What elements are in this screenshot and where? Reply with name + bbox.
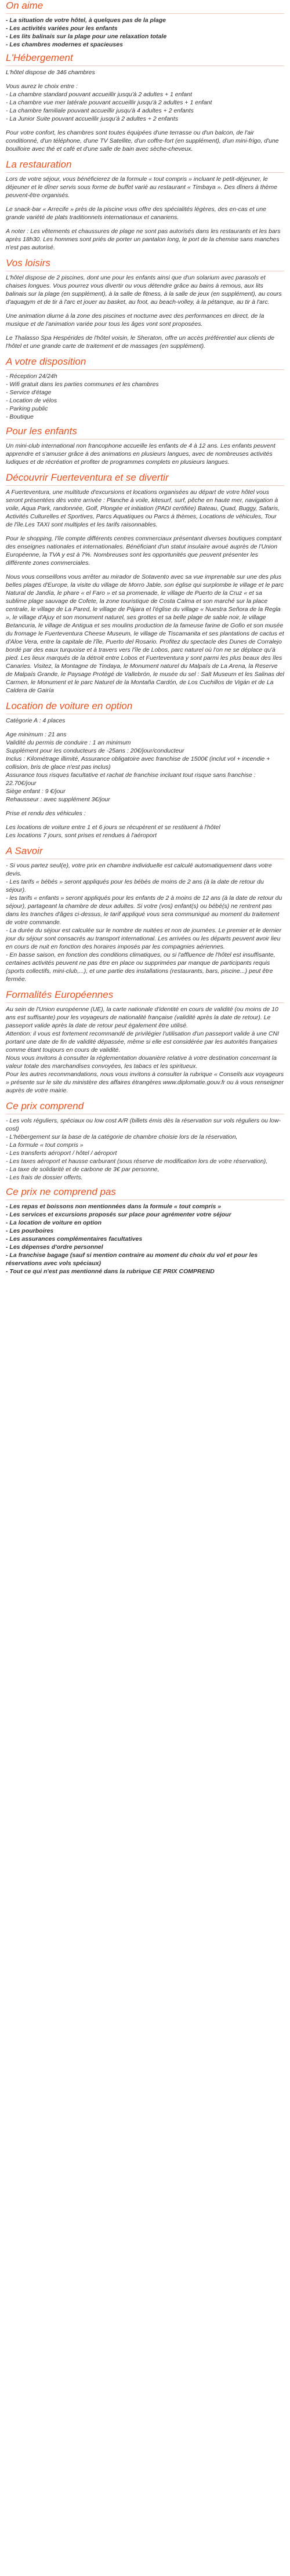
- list-item: - La situation de votre hôtel, à quelques pas de la plage: [6, 17, 166, 24]
- list-item: - Les pourboires: [6, 1227, 54, 1234]
- paragraph: Prise et rendu des véhicules :: [6, 810, 86, 817]
- paragraph: Les locations de voiture entre 1 et 6 jours se récupèrent et se restituent à l'hôtel Les locations 7 jours, sont prises et rendues à l'aéroport: [6, 824, 220, 839]
- section-title: A Savoir: [6, 845, 284, 859]
- section-title: Pour les enfants: [6, 426, 284, 439]
- list-item: - Les chambres modernes et spacieuses: [6, 41, 123, 48]
- list-item: - Les vols réguliers, spéciaux ou low cost A/R (billets émis dès la réservation sur vols réguliers ou low-cost): [6, 1117, 281, 1132]
- list-item: - Les repas et boissons non mentionnées dans la formule « tout compris »: [6, 1203, 222, 1210]
- paragraph: Lors de votre séjour, vous bénéficierez de la formule « tout compris » incluant le petit-déjeuner, le déjeuner et le dîner servis sous forme de buffet varié au restaurant « Timbaya ». Des dîners à thème peuvent-être organisés.: [6, 176, 277, 199]
- section-title: Ce prix ne comprend pas: [6, 1186, 284, 1200]
- list-item: - L'hébergement sur la base de la catégorie de chambre choisie lors de la réservation,: [6, 1133, 238, 1140]
- paragraph: - Si vous partez seul(e), votre prix en chambre individuelle est calculé automatiquement dans votre devis. - Les tarifs « bébés » seront appliqués pour les bébés de moins de 2 ans (à la date de retour du séjour). - les tarifs « enfants » seront appliqués pour les enfants de 2 à moins de 12 ans (à la date de retour du séjour), partageant la chambre de deux adultes. Si votre (vos) enfant(s) ou bébé(s) ne rentrent pas dans les tranches d'âges ci-dessus, le tarif appliqué vous sera communiqué au moment du traitement de votre commande. - La durée du séjour est calculée sur le nombre de nuitées et non de journées. Le premier et le dernier jour du séjour sont consacrés au transport international. Les arrivées ou les départs peuvent avoir lieu en cours de nuit en fonction des horaires imposés par les compagnies aériennes. - En basse saison, en fonction des conditions climatiques, ou si l'affluence de l'hôtel est insuffisante, certaines activités peuvent ne pas être en place ou supprimées par manque de participants requis (sports collectifs, mini-club,...), et une partie des installations (restaurants, bars, piscine...) peut être fermée.: [6, 862, 282, 983]
- paragraph: Catégorie A : 4 places: [6, 717, 66, 724]
- paragraph: Le Thalasso Spa Hespérides de l'hôtel voisin, le Sheraton, offre un accès préférentiel aux clients de l'hôtel et une grande carte de traitement et de massages (en supplément).: [6, 335, 275, 350]
- list-item: - Les frais de dossier offerts.: [6, 1174, 83, 1181]
- paragraph: Vous aurez le choix entre : - La chambre standard pouvant accueillir jusqu'à 2 adultes + 1 enfant - La chambre vue mer latérale pouvant accueillir jusqu'à 2 adultes + 1 enfant - La chambre familiale pouvant accueillir jusqu'à 4 adultes + 2 enfants - La Junior Suite pouvant accueillir jusqu'à 2 adultes + 2 enfants: [6, 83, 212, 122]
- section-formalites: [6, 989, 284, 1095]
- section-enfants: [6, 426, 284, 466]
- section-hebergement: [6, 52, 284, 153]
- document: [0, 0, 290, 1276]
- paragraph: A Fuerteventura, une multitude d'excursions et locations organisées au départ de votre hôtel vous seront présentées dès votre arrivée : Planche à voile, kitesurf, surf, pêche en haute mer, navigation à voile, Aqua Park, randonnée, Golf, Plongée et initiation (PADI certifiée) Bateau, Quad, Buggy, Safaris, Activités Culturelles et Sportives, Parcs Aquatiques ou Parcs à thèmes, Locations de véhicules, Tour de l'île.Les TAXI sont multiples et les tarifs raisonnables.: [6, 489, 280, 528]
- section-title: Ce prix comprend: [6, 1100, 284, 1114]
- paragraph: A noter : Les vêtements et chaussures de plage ne sont pas autorisés dans les restaurants et les bars après 18h30. Les hommes sont priés de porter un pantalon long, le port de la chemise sans manches n'est pas autorisé.: [6, 228, 281, 251]
- section-title: Location de voiture en option: [6, 700, 284, 714]
- paragraph: Le snack-bar « Arrecife » près de la piscine vous offre des spécialités légères, des en-cas et une grande variété de plats traditionnels internationaux et canariens.: [6, 206, 267, 221]
- paragraph: Un mini-club international non francophone accueille les enfants de 4 à 12 ans. Les enfants peuvent apprendre et s'amuser grâce à des animations en plusieurs langues, avec de nombreuses activités ludiques et de récréation et profiter de programmes complets en plusieurs langues.: [6, 442, 276, 466]
- paragraph: Pour le shopping, l'île compte différents centres commerciaux présentant diverses boutiques comptant des enseignes nationales et internationales. Bénéficiant d'un statut insulaire avoué auprès de l'Union Européenne, la TVA y est à 7%. Nombreuses sont les opportunités que peuvent présenter les différente zones commerciales.: [6, 535, 282, 566]
- section-restauration: [6, 159, 284, 252]
- section-title: L'Hébergement: [6, 52, 284, 66]
- paragraph: Pour votre confort, les chambres sont toutes équipées d'une terrasse ou d'un balcon, de l'air conditionné, d'un téléphone, d'une TV Satellite, d'un coffre-fort (en supplément), d'un mini-frigo, d'une bouilloire avec thé et café et d'une salle de bain avec sèche-cheveux.: [6, 129, 279, 152]
- list-item: - Les activités variées pour les enfants: [6, 25, 118, 32]
- list-item: - La franchise bagage (sauf si mention contraire au moment du choix du vol et pour les réservations avec vols spéciaux): [6, 1252, 258, 1267]
- list-item: - Service d'étage: [6, 389, 52, 396]
- section-loisirs: [6, 257, 284, 350]
- paragraph: Au sein de l'Union européenne (UE), la carte nationale d'identité en cours de validité (ou moins de 10 ans est suffisante) pour les voyageurs de nationalité française (validité après la date de retour). Le passeport valide après la date de retour peut également être utilisé. Attention: il vous est fortement recommandé de privilégier l'utilisation d'un passeport valide à une CNI portant une date de fin de validité dépassée, même si elle est considérée par les autorités françaises comme étant toujours en cours de validité. Nous vous invitons à consulter la réglementation douanière relative à votre destination concernant la valeur totale des marchandises convoyées, les tabacs et les spiritueux. Pour les autres recommandations, nous vous invitons à consulter la rubrique « Conseils aux voyageurs » présente sur le site du ministère des affaires étrangères www.diplomatie.gouv.fr ou à vous renseigner auprès de votre mairie.: [6, 1006, 284, 1094]
- list-item: - Les transferts aéroport / hôtel / aéroport: [6, 1150, 117, 1157]
- section-a-savoir: [6, 845, 284, 983]
- paragraph: Age minimum : 21 ans Validité du permis de conduire : 1 an minimum Supplément pour les conducteurs de -25ans : 20€/jour/conducteur Inclus : Kilométrage illimité, Assurance obligatoire avec franchise de 1500€ (inclut vol + incendie + collision, bris de glace n'est pas inclus) Assurance tous risques facultative et rachat de franchise incluant tout risque sans franchise : 22.70€/jour Siège enfant : 9 €/jour Rehausseur : avec supplément 3€/jour: [6, 731, 270, 803]
- list-item: - Réception 24/24h: [6, 373, 57, 380]
- list-item: - La taxe de solidarité et de carbone de 3€ par personne,: [6, 1166, 160, 1173]
- list-item: - Boutique: [6, 413, 34, 420]
- paragraph: L'hôtel dispose de 2 piscines, dont une pour les enfants ainsi que d'un solarium avec parasols et chaises longues. Vous pourrez vous divertir ou vous détendre grâce au bains à remous, aux lits balinais sur la plage (en supplément), à la salle de fitness, à la salle de jeux (en supplément), au cours d'aquagym et de tir à l'arc et jouer au basket, au foot, au beach-volley, à la pétanque, au tir à l'arc.: [6, 274, 282, 306]
- list-item: - La location de voiture en option: [6, 1219, 102, 1226]
- list-item: - Location de vélos: [6, 397, 57, 404]
- paragraph: L'hôtel dispose de 346 chambres: [6, 69, 95, 76]
- list-item: - Les services et excursions proposés sur place pour agrémenter votre séjour: [6, 1211, 231, 1218]
- list-item: - Les dépenses d'ordre personnel: [6, 1244, 103, 1251]
- section-title: Formalités Européennes: [6, 989, 284, 1003]
- list-item: - Les assurances complémentaires facultatives: [6, 1236, 143, 1242]
- list-item: - Les lits balinais sur la plage pour une relaxation totale: [6, 33, 167, 40]
- section-location-voiture: [6, 700, 284, 840]
- section-title: La restauration: [6, 159, 284, 173]
- section-on-aime: [6, 0, 284, 49]
- section-decouvrir: [6, 472, 284, 695]
- section-title: Découvrir Fuerteventura et se divertir: [6, 472, 284, 486]
- paragraph: Nous vous conseillons vous arrêter au mirador de Sotavento avec sa vue imprenable sur une des plus belles plages d'Europe, la visite du village de Morro Jable, son église qui surplombe le village et le parc Natural de Jandía, le phare « el Faro » et sa promenade, le village de Puerto de la Cruz « et sa sublime plage sauvage de Cofete, la zone touristique de Costa Calma et son marché sur la place centrale, le village de La Pared, le village de Pájara et l'église du village « Nuestra Señora de la Regla », le village d'Ajuy et son monument naturel, ses grottes et sa belle plage de sable noir, le village Betancuria, le village de Antigua et ses moulins production de la fameuse farine de Gofio et son musée du fromage le Fuerteventura Cheese Museum, le village de Tiscamanita et ses plantations de cactus et d'Aloe Vera, entre la capitale de l'île, Puerto del Rosario. Profitez du spectacle des Dunes de Corralejo bordé par des eaux turquoise et à travers vers l'île de Lobos, parc naturel où l'on ne se déplace qu'à pied. Les lieux marqués de la détroit entre Lobos et Fuerteventura y sont parmi les plus beaux des îles Canaries. Visitez, la Montagne de Tindaya, le Monument naturel du Malpaís de La Arena, la Reserve de Malpaís Grande, le Paysage Protégé de Vallebrón, le musée du sel : Salt Museum et les Salinas del Carmen, le Monument et le parc Naturel de la Montaña Cardón, de Los Cuchillos de Vigán et de La Caldera de Gairía: [6, 573, 284, 694]
- section-disposition: [6, 356, 284, 421]
- list-item: - Wifi gratuit dans les parties communes et les chambres: [6, 381, 159, 388]
- list-item: - Les taxes aéroport et hausse carburant (sous réserve de modification lors de votre réservation),: [6, 1158, 268, 1165]
- section-title: On aime: [6, 0, 284, 14]
- section-prix-ne-comprend-pas: [6, 1186, 284, 1276]
- section-title: Vos loisirs: [6, 257, 284, 271]
- section-title: A votre disposition: [6, 356, 284, 370]
- section-prix-comprend: [6, 1100, 284, 1182]
- paragraph: Une animation diurne à la zone des piscines et nocturne avec des performances en direct, de la musique et de l'animation variée pour tous les âges vont sont proposées.: [6, 313, 264, 328]
- list-item: - Tout ce qui n'est pas mentionné dans la rubrique CE PRIX COMPREND: [6, 1268, 215, 1275]
- list-item: - Parking public: [6, 405, 48, 412]
- list-item: - La formule « tout compris »: [6, 1142, 84, 1149]
